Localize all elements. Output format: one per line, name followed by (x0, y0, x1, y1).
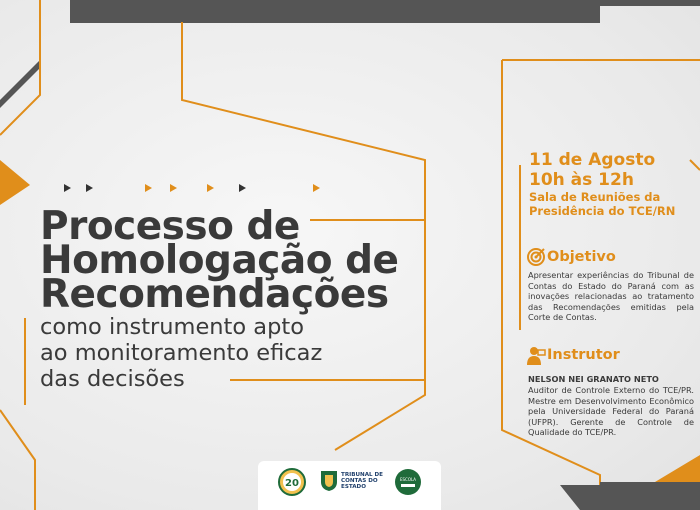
event-time: 10h às 12h (529, 170, 634, 190)
arrow-icon (239, 184, 246, 192)
escola-text: ESCOLA (399, 477, 417, 482)
bottom-right-orange (650, 455, 700, 485)
logo-bar (258, 461, 441, 510)
target-icon (527, 248, 545, 266)
escola-logo (394, 468, 422, 496)
objective-text: Apresentar experiências do Tribunal de Contas do Estado do Paraná com as inovações relacionadas ao tratamento das Recomendações emitidas pela Corte de Contas. (528, 270, 694, 322)
title-line-3: Recomendações (40, 272, 389, 317)
arrow-icon (64, 184, 71, 192)
title-line-2: Homologação de (40, 238, 399, 283)
instructor-heading: Instrutor (547, 347, 620, 363)
arrow-row (64, 184, 320, 192)
anniversary-seal-logo (278, 468, 306, 496)
instructor-name: NELSON NEI GRANATO NETO (528, 374, 659, 384)
instructor-bio: Auditor de Controle Externo do TCE/PR. Mestre em Desenvolvimento Econômico pela Universidade Federal do Paraná (UFPR). Gerente de Controle de Qualidade do TCE/PR. (528, 385, 694, 437)
subtitle-line-2: ao monitoramento eficaz (40, 340, 323, 366)
anniversary-number: 20 (285, 478, 299, 489)
tce-shield-icon (320, 470, 338, 492)
tce-logo-text (341, 472, 383, 490)
top-bar (70, 0, 600, 23)
tce-line-3: ESTADO (341, 484, 366, 490)
left-orange-triangle (0, 160, 30, 205)
objective-heading: Objetivo (547, 249, 616, 265)
line-right-edge (690, 160, 700, 170)
arrow-icon (207, 184, 214, 192)
arrow-icon (170, 184, 177, 192)
subtitle-line-1: como instrumento apto (40, 314, 304, 340)
tce-line-2: CONTAS DO (341, 478, 378, 484)
event-place-line-1: Sala de Reuniões da (529, 190, 661, 204)
arrow-icon (86, 184, 93, 192)
event-place-line-2: Presidência do TCE/RN (529, 204, 676, 218)
top-right-bar (550, 0, 700, 6)
line-left-bottom (0, 410, 35, 510)
teacher-icon (526, 346, 546, 366)
bottom-right-stripe (600, 482, 700, 485)
tce-line-1: TRIBUNAL DE (341, 472, 383, 478)
title-line-1: Processo de (40, 204, 300, 249)
subtitle-line-3: das decisões (40, 366, 185, 392)
arrow-icon (313, 184, 320, 192)
arrow-icon (145, 184, 152, 192)
bottom-right-dark (560, 485, 700, 510)
event-date: 11 de Agosto (529, 150, 656, 170)
